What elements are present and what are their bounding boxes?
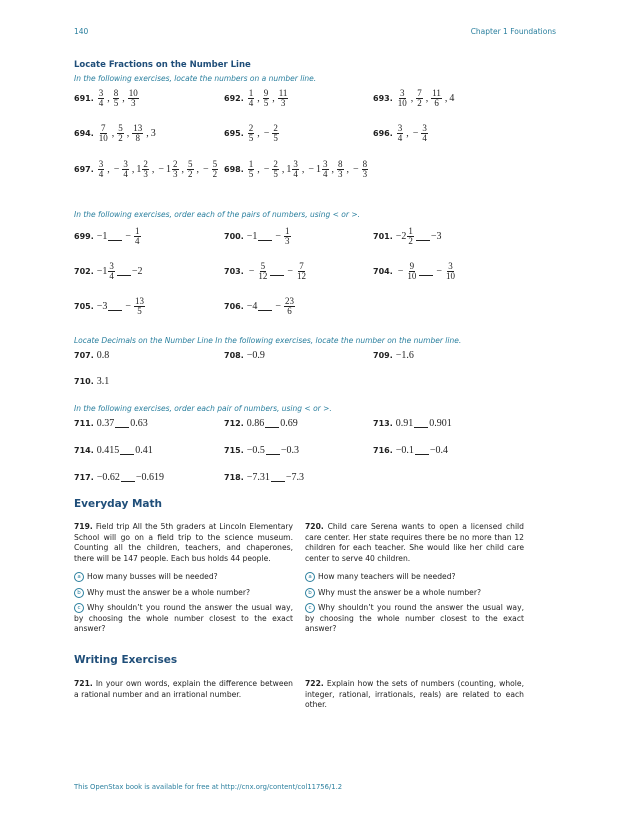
fraction: $\frac{3}{4}$: [98, 88, 104, 108]
exercise-719-text: 719. Field trip All the 5th graders at Lincoln Elementary School will go on a field trip to the science museum. Counting all the children, teachers, and chaperones, there will be 147 people. Each bus holds 44 people.: [74, 522, 293, 563]
value-b: 0.901: [429, 418, 452, 429]
exercise-number: 700.: [224, 232, 244, 241]
fraction: $\frac{3}{4}$: [98, 159, 104, 179]
exercise-711: [74, 418, 148, 429]
neg-sign: −: [275, 301, 282, 312]
answer-blank[interactable]: [419, 267, 433, 276]
answer-blank[interactable]: [266, 446, 280, 455]
value-a: −1: [246, 231, 258, 242]
neg-sign: −: [263, 128, 270, 139]
exercise-number: 712.: [224, 419, 244, 428]
option-a: a How many busses will be needed?: [74, 572, 293, 583]
answer-blank[interactable]: [117, 267, 131, 276]
fraction: $\frac{3}{4}$: [422, 123, 427, 143]
neg-sign: −: [308, 164, 315, 175]
fraction: $\frac{3}{4}$: [323, 159, 328, 179]
fraction: $\frac{5}{2}$: [212, 159, 218, 179]
fraction: $\frac{2}{5}$: [248, 123, 254, 143]
exercise-693: 693. $\frac{3}{10}$ , $\frac{7}{2}$ , $\frac{11}{6}$ , 4: [373, 88, 455, 108]
whole-number: 3: [150, 128, 156, 139]
value-b: −0.4: [429, 445, 449, 456]
whole-number: 4: [449, 93, 455, 104]
value-a: −0.5: [246, 445, 265, 456]
answer-blank[interactable]: [108, 302, 122, 311]
whole-part: 1: [286, 164, 292, 175]
fraction: $\frac{5}{2}$: [118, 123, 123, 143]
exercise-721: 721. In your own words, explain the difference between a rational number and an irrational number.: [74, 679, 293, 699]
exercise-701: [373, 227, 442, 246]
section-title-fractions: Locate Fractions on the Number Line: [74, 60, 251, 70]
fraction: $\frac{5}{2}$: [188, 159, 193, 179]
fraction: $\frac{13}{5}$: [135, 296, 145, 316]
answer-blank[interactable]: [258, 302, 272, 311]
exercise-695: 695. $\frac{2}{5}$ , − $\frac{2}{5}$: [224, 123, 278, 143]
exercise-number: 693.: [373, 94, 393, 103]
exercise-number: 692.: [224, 94, 244, 103]
exercise-704: [373, 262, 457, 281]
whole-part: 1: [316, 164, 322, 175]
fraction: $\frac{7}{2}$: [417, 88, 422, 108]
exercise-698: 698. $\frac{1}{5}$ , − $\frac{2}{5}$ , 1 $\frac{3}{4}$ , − 1 $\frac{3}{4}$ , $\frac{8}{3}$ , − $\frac{8}{3}$: [224, 159, 368, 179]
fraction: $\frac{10}{3}$: [128, 88, 138, 108]
neg-sign: −: [125, 231, 132, 242]
exercise-703: [224, 262, 308, 281]
value: 0.8: [96, 350, 110, 361]
exercise-691: 691. $\frac{3}{4}$ , $\frac{8}{5}$ , $\frac{10}{3}$: [74, 88, 138, 108]
answer-blank[interactable]: [416, 232, 430, 241]
answer-blank[interactable]: [121, 473, 135, 482]
exercise-714: [74, 445, 153, 456]
fraction: $\frac{1}{5}$: [248, 159, 254, 179]
option-b: b Why must the answer be a whole number?: [305, 588, 524, 599]
value-a: 0.415: [96, 445, 120, 456]
exercise-709: [373, 350, 414, 361]
fraction: $\frac{2}{3}$: [143, 159, 148, 179]
neg-sign: −: [397, 266, 404, 277]
fraction: $\frac{9}{10}$: [407, 261, 417, 281]
fraction: $\frac{1}{2}$: [408, 226, 413, 246]
exercise-715: [224, 445, 299, 456]
exercise-705: [74, 297, 146, 316]
exercise-707: [74, 350, 109, 361]
value-b: −2: [131, 266, 143, 277]
neg-sign: −: [412, 128, 419, 139]
option-a: a How many teachers will be needed?: [305, 572, 524, 583]
fraction: $\frac{3}{4}$: [397, 123, 403, 143]
exercise-number: 701.: [373, 232, 393, 241]
exercise-number: 694.: [74, 129, 94, 138]
value-a: −3: [96, 301, 108, 312]
exercise-number: 716.: [373, 446, 393, 455]
exercise-number: 702.: [74, 267, 94, 276]
answer-blank[interactable]: [271, 473, 285, 482]
value-a: −4: [246, 301, 258, 312]
instruction-locate: In the following exercises, locate the numbers on a number line.: [74, 74, 317, 83]
exercise-number: 698.: [224, 165, 244, 174]
exercise-720-text: 720. Child care Serena wants to open a licensed child care center. Her state requires there be no more than 12 children for each teacher. She would like her child care center to serve 40 children.: [305, 522, 524, 563]
fraction: $\frac{9}{5}$: [263, 88, 269, 108]
value-a: −1: [96, 266, 108, 277]
neg-sign: −: [248, 266, 255, 277]
exercise-number: 707.: [74, 351, 94, 360]
fraction: $\frac{8}{5}$: [113, 88, 119, 108]
fraction: $\frac{2}{3}$: [173, 159, 178, 179]
value-a: 0.86: [246, 418, 265, 429]
fraction: $\frac{3}{10}$: [397, 88, 407, 108]
exercise-number: 699.: [74, 232, 94, 241]
exercise-700: [224, 227, 292, 246]
answer-blank[interactable]: [270, 267, 284, 276]
value-a: −1: [96, 231, 108, 242]
exercise-713: [373, 418, 452, 429]
neg-sign: −: [203, 164, 209, 175]
fraction: $\frac{2}{5}$: [273, 159, 278, 179]
exercise-722: 722. Explain how the sets of numbers (counting, whole, integer, rational, irrationals, reals) are related to each other.: [305, 679, 524, 709]
exercise-number: 705.: [74, 302, 94, 311]
exercise-719: [74, 522, 293, 635]
value-a: 0.91: [395, 418, 414, 429]
exercise-716: [373, 445, 448, 456]
whole-part: 1: [136, 164, 142, 175]
option-b: b Why must the answer be a whole number?: [74, 588, 293, 599]
fraction: $\frac{23}{6}$: [285, 296, 295, 316]
fraction: $\frac{3}{10}$: [446, 261, 456, 281]
answer-blank[interactable]: [108, 232, 122, 241]
page-number: 140: [74, 27, 89, 36]
instruction-locate-decimals: Locate Decimals on the Number Line In the following exercises, locate the number on the number line.: [74, 336, 462, 345]
exercise-706: [224, 297, 296, 316]
exercise-number: 718.: [224, 473, 244, 482]
exercise-696: 696. $\frac{3}{4}$ , − $\frac{3}{4}$: [373, 123, 427, 143]
exercise-number: 704.: [373, 267, 393, 276]
value-a: 0.37: [96, 418, 115, 429]
exercise-720: [305, 522, 524, 635]
value-a: −2: [395, 231, 407, 242]
value: 3.1: [96, 376, 110, 387]
exercise-number: 697.: [74, 165, 94, 174]
neg-sign: −: [113, 164, 120, 175]
exercise-699: [74, 227, 142, 246]
exercise-number: 691.: [74, 94, 94, 103]
value-b: 0.69: [280, 418, 298, 429]
fraction: $\frac{13}{8}$: [133, 123, 143, 143]
answer-blank[interactable]: [265, 419, 279, 428]
fraction: $\frac{7}{12}$: [297, 261, 307, 281]
exercise-697: 697. $\frac{3}{4}$ , − $\frac{3}{4}$ , 1 $\frac{2}{3}$ , − 1 $\frac{2}{3}$ , $\frac{5}{2}$ , − $\frac{5}{2}$: [74, 159, 218, 179]
fraction: $\frac{5}{12}$: [258, 261, 268, 281]
option-c: c Why shouldn’t you round the answer the usual way, by choosing the whole number closest to the exact answer?: [305, 603, 524, 633]
answer-blank[interactable]: [258, 232, 272, 241]
footer-note: This OpenStax book is available for free at http://cnx.org/content/col11756/1.2: [74, 783, 343, 791]
exercise-710: [74, 376, 109, 387]
exercise-number: 703.: [224, 267, 244, 276]
fraction: $\frac{7}{10}$: [98, 123, 108, 143]
value-b: −0.3: [280, 445, 300, 456]
fraction: $\frac{1}{3}$: [285, 226, 290, 246]
exercise-number: 711.: [74, 419, 94, 428]
exercise-number: 706.: [224, 302, 244, 311]
exercise-number: 709.: [373, 351, 393, 360]
fraction: $\frac{3}{4}$: [109, 261, 114, 281]
neg-sign: −: [275, 231, 282, 242]
value-a: −0.62: [96, 472, 120, 483]
everyday-math-heading: Everyday Math: [74, 498, 162, 510]
answer-blank[interactable]: [120, 446, 134, 455]
answer-blank[interactable]: [415, 446, 429, 455]
fraction: $\frac{11}{3}$: [278, 88, 288, 108]
exercise-number: 717.: [74, 473, 94, 482]
exercise-712: [224, 418, 298, 429]
exercise-number: 715.: [224, 446, 244, 455]
exercise-692: 692. $\frac{1}{4}$ , $\frac{9}{5}$ , $\frac{11}{3}$: [224, 88, 288, 108]
neg-sign: −: [158, 164, 165, 175]
fraction: $\frac{3}{4}$: [123, 159, 128, 179]
exercise-number: 710.: [74, 377, 94, 386]
exercise-717: [74, 472, 164, 483]
fraction: $\frac{8}{3}$: [338, 159, 343, 179]
neg-sign: −: [353, 164, 359, 175]
fraction: $\frac{11}{6}$: [432, 88, 441, 108]
value-b: −3: [430, 231, 442, 242]
exercise-number: 714.: [74, 446, 94, 455]
neg-sign: −: [125, 301, 132, 312]
value-b: 0.63: [130, 418, 148, 429]
instruction-order-pairs: In the following exercises, order each of the pairs of numbers, using < or >.: [74, 210, 360, 219]
exercise-number: 696.: [373, 129, 393, 138]
value-a: −0.1: [395, 445, 414, 456]
answer-blank[interactable]: [115, 419, 129, 428]
value-b: −7.3: [285, 472, 305, 483]
whole-part: 1: [166, 164, 172, 175]
chapter-title: Chapter 1 Foundations: [470, 27, 556, 36]
exercise-702: [74, 262, 143, 281]
exercise-708: [224, 350, 265, 361]
fraction: $\frac{1}{4}$: [248, 88, 254, 108]
value-b: −0.619: [135, 472, 165, 483]
exercise-number: 695.: [224, 129, 244, 138]
instruction-order-decimals: In the following exercises, order each pair of numbers, using < or >.: [74, 404, 332, 413]
exercise-number: 713.: [373, 419, 393, 428]
exercise-number: 708.: [224, 351, 244, 360]
fraction: $\frac{2}{5}$: [273, 123, 278, 143]
neg-sign: −: [287, 266, 294, 277]
neg-sign: −: [436, 266, 443, 277]
value: −0.9: [246, 350, 265, 361]
value-b: 0.41: [135, 445, 153, 456]
writing-exercises-heading: Writing Exercises: [74, 654, 178, 666]
option-c: c Why shouldn’t you round the answer the usual way, by choosing the whole number closest to the exact answer?: [74, 603, 293, 633]
exercise-694: 694. $\frac{7}{10}$ , $\frac{5}{2}$ , $\frac{13}{8}$ , 3: [74, 123, 156, 143]
value-a: −7.31: [246, 472, 270, 483]
answer-blank[interactable]: [414, 419, 428, 428]
value: −1.6: [395, 350, 414, 361]
neg-sign: −: [263, 164, 270, 175]
fraction: $\frac{8}{3}$: [362, 159, 368, 179]
exercise-718: [224, 472, 304, 483]
fraction: $\frac{1}{4}$: [135, 226, 140, 246]
fraction: $\frac{3}{4}$: [293, 159, 298, 179]
